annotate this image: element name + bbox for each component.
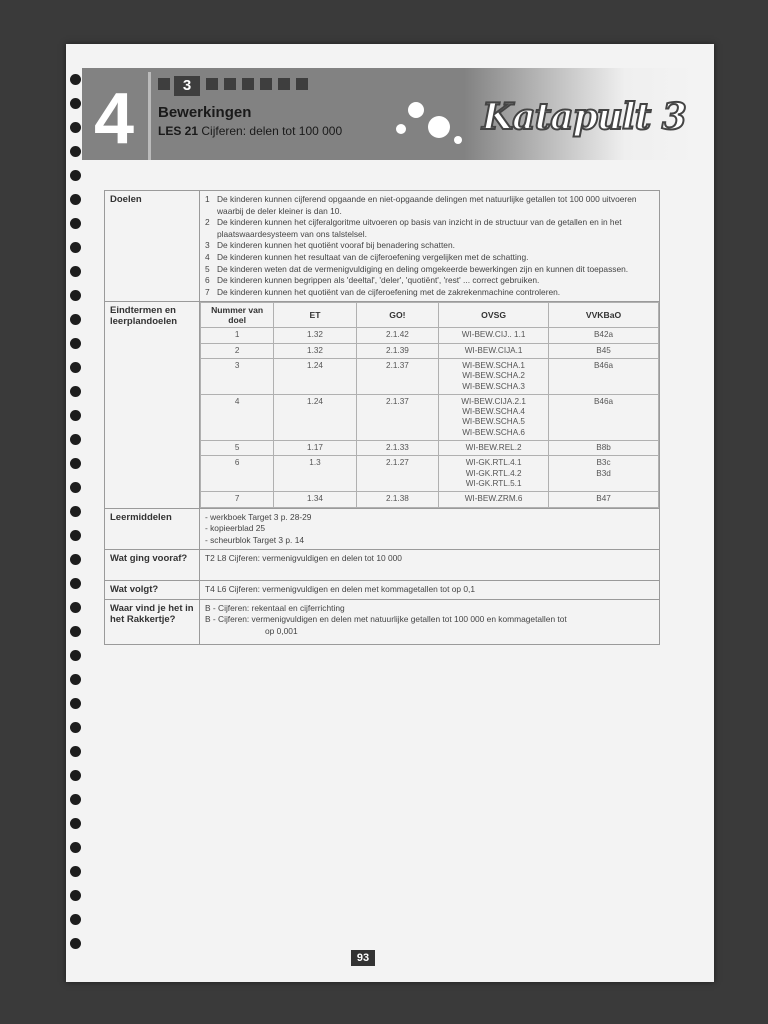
et-code: 1.24	[274, 394, 356, 440]
lesson-overview-table	[104, 190, 660, 645]
binder-hole	[70, 818, 81, 829]
goal-number: 7	[201, 492, 274, 507]
goal-number: 4	[201, 394, 274, 440]
eindtermen-body	[201, 328, 659, 507]
ovsg-code-line: WI-BEW.CIJA.1	[464, 345, 523, 355]
vvkbao-code-line: B3d	[596, 468, 611, 478]
goal-number: 6	[201, 456, 274, 492]
ovsg-code	[439, 441, 549, 456]
vvkbao-code-line: B42a	[593, 330, 614, 340]
binder-hole	[70, 386, 81, 397]
doelen-content	[200, 191, 660, 302]
vooraf-row	[105, 550, 660, 581]
binder-hole	[70, 602, 81, 613]
binder-hole	[70, 314, 81, 325]
binder-hole	[70, 914, 81, 925]
go-code: 2.1.42	[356, 328, 438, 343]
goal-item: 1 De kinderen kunnen cijferend opgaande en niet-opgaande delingen met natuurlijke getallen tot 100 000 uitvoeren waarbij de deler kleiner is dan 10.	[205, 194, 637, 216]
ovsg-code-line: WI-GK.RTL.5.1	[465, 478, 522, 488]
go-code: 2.1.33	[356, 441, 438, 456]
vvkbao-code	[549, 328, 659, 343]
column-header: Nummer van doel	[201, 303, 274, 328]
et-code: 1.32	[274, 328, 356, 343]
leermiddelen-label: Leermiddelen	[105, 508, 200, 550]
ovsg-code	[439, 343, 549, 358]
binder-hole	[70, 650, 81, 661]
column-header: GO!	[356, 303, 438, 328]
column-header: VVKBaO	[549, 303, 659, 328]
binder-hole	[70, 842, 81, 853]
ovsg-code-line: WI-GK.RTL.4.2	[465, 468, 522, 478]
lesson-name: Cijferen: delen tot 100 000	[201, 124, 343, 138]
rakkertje-line: B - Cijferen: vermenigvuldigen en delen met natuurlijke getallen tot 100 000 en kommagetallen tot	[205, 614, 567, 625]
binder-hole	[70, 746, 81, 757]
ovsg-code	[439, 492, 549, 507]
binder-hole	[70, 98, 81, 109]
vvkbao-code	[549, 394, 659, 440]
eindtermen-label: Eindtermen en leerplandoelen	[105, 302, 200, 508]
goal-list	[205, 194, 654, 298]
ovsg-code	[439, 456, 549, 492]
volgt-content: T4 L6 Cijferen: vermenigvuldigen en delen met kommagetallen tot op 0,1	[200, 581, 660, 600]
goal-item: 4 De kinderen kunnen het resultaat van de cijferoefening vergelijken met de schatting.	[205, 251, 529, 262]
paint-splash	[396, 124, 406, 134]
chapter-divider	[148, 72, 151, 160]
paint-splash	[454, 136, 462, 144]
vvkbao-code-line: B46a	[593, 396, 614, 406]
vvkbao-code	[549, 441, 659, 456]
binder-hole	[70, 266, 81, 277]
eindtermen-row-item	[201, 441, 659, 456]
eindtermen-row-item	[201, 394, 659, 440]
goal-item: 3 De kinderen kunnen het quotiënt vooraf bij benadering schatten.	[205, 240, 455, 251]
binder-hole	[70, 674, 81, 685]
leermiddel-item: - werkboek Target 3 p. 28-29	[205, 511, 312, 522]
et-code: 1.34	[274, 492, 356, 507]
binder-hole	[70, 890, 81, 901]
unit-marker	[158, 78, 170, 90]
chapter-title: Bewerkingen	[158, 104, 252, 121]
vvkbao-code	[549, 492, 659, 507]
volgt-row	[105, 581, 660, 600]
volgt-label: Wat volgt?	[105, 581, 200, 600]
unit-marker	[260, 78, 272, 90]
goal-number: 5	[201, 441, 274, 456]
eindtermen-content	[200, 302, 660, 508]
goal-number: 2	[201, 343, 274, 358]
goal-item: 6 De kinderen kunnen begrippen als 'deeltal', 'deler', 'quotiënt', 'rest' ... correct gebruiken.	[205, 275, 540, 286]
go-code: 2.1.37	[356, 394, 438, 440]
vvkbao-code	[549, 343, 659, 358]
binder-hole	[70, 290, 81, 301]
vvkbao-code-line: B47	[596, 494, 611, 504]
vvkbao-code-line: B8b	[596, 443, 611, 453]
rakkertje-row	[105, 599, 660, 644]
goal-number: 3	[201, 358, 274, 394]
unit-marker	[224, 78, 236, 90]
et-code: 1.17	[274, 441, 356, 456]
ovsg-code-line: WI-BEW.CIJA.2.1	[461, 396, 526, 406]
ovsg-code-line: WI-BEW.SCHA.1	[462, 360, 525, 370]
unit-marker	[278, 78, 290, 90]
rakkertje-label: Waar vind je het in het Rakkertje?	[105, 599, 200, 644]
binder-hole	[70, 194, 81, 205]
go-code: 2.1.38	[356, 492, 438, 507]
ovsg-code-line: WI-BEW.SCHA.4	[462, 407, 525, 417]
binder-hole	[70, 698, 81, 709]
go-code: 2.1.27	[356, 456, 438, 492]
eindtermen-table	[200, 302, 659, 507]
vvkbao-code	[549, 456, 659, 492]
lesson-title	[158, 124, 342, 138]
document-page	[66, 44, 714, 982]
paint-splash	[408, 102, 424, 118]
paint-splash	[428, 116, 450, 138]
binder-hole	[70, 362, 81, 373]
binder-hole	[70, 578, 81, 589]
ovsg-code-line: WI-BEW.SCHA.3	[462, 381, 525, 391]
column-header: ET	[274, 303, 356, 328]
ovsg-code-line: WI-BEW.ZRM.6	[464, 494, 523, 504]
unit-marker	[242, 78, 254, 90]
ovsg-code-line: WI-BEW.CIJ.. 1.1	[461, 330, 526, 340]
rakkertje-content	[200, 599, 660, 644]
leermiddel-item: - kopieerblad 25	[205, 523, 266, 534]
ovsg-code-line: WI-BEW.SCHA.5	[462, 417, 525, 427]
leermiddelen-row	[105, 508, 660, 550]
rakkertje-line: B - Cijferen: rekentaal en cijferrichting	[205, 602, 345, 613]
binder-hole	[70, 410, 81, 421]
ovsg-code	[439, 328, 549, 343]
goal-item: 2 De kinderen kunnen het cijferalgoritme uitvoeren op basis van inzicht in de structuur van de getallen en in het plaatswaardesysteem van ons talstelsel.	[205, 217, 622, 239]
unit-marker	[206, 78, 218, 90]
ovsg-code	[439, 394, 549, 440]
binder-hole	[70, 554, 81, 565]
column-header: OVSG	[439, 303, 549, 328]
binder-hole	[70, 458, 81, 469]
lesson-label: LES 21	[158, 124, 199, 138]
binder-holes	[70, 74, 94, 974]
chapter-number: 4	[93, 79, 135, 159]
goal-item: 7 De kinderen kunnen het quotiënt van de cijferoefening met de zakrekenmachine controleren.	[205, 286, 561, 297]
doelen-label: Doelen	[105, 191, 200, 302]
katapult-logo: Katapult 3	[482, 96, 686, 138]
binder-hole	[70, 242, 81, 253]
binder-hole	[70, 938, 81, 949]
eindtermen-row	[105, 302, 660, 508]
eindtermen-header	[201, 303, 659, 328]
leermiddelen-content	[200, 508, 660, 550]
eindtermen-row-item	[201, 358, 659, 394]
eindtermen-row-item	[201, 492, 659, 507]
binder-hole	[70, 218, 81, 229]
rakkertje-line: op 0,001	[265, 626, 298, 637]
ovsg-code-line: WI-BEW.SCHA.6	[462, 427, 525, 437]
et-code: 1.3	[274, 456, 356, 492]
goal-item: 5 De kinderen weten dat de vermenigvuldiging en deling omgekeerde bewerkingen zijn en kunnen dit toepassen.	[205, 263, 629, 274]
go-code: 2.1.37	[356, 358, 438, 394]
binder-hole	[70, 338, 81, 349]
leermiddel-item: - scheurblok Target 3 p. 14	[205, 534, 305, 545]
ovsg-code-line: WI-GK.RTL.4.1	[465, 458, 522, 468]
binder-hole	[70, 530, 81, 541]
et-code: 1.24	[274, 358, 356, 394]
vvkbao-code-line: B45	[596, 345, 611, 355]
binder-hole	[70, 506, 81, 517]
et-code: 1.32	[274, 343, 356, 358]
ovsg-code-line: WI-BEW.REL.2	[465, 443, 522, 453]
binder-hole	[70, 794, 81, 805]
unit-marker	[296, 78, 308, 90]
vvkbao-code-line: B3c	[596, 458, 611, 468]
vooraf-content: T2 L8 Cijferen: vermenigvuldigen en delen tot 10 000	[200, 550, 660, 581]
binder-hole	[70, 434, 81, 445]
unit-number: 3	[174, 76, 200, 96]
ovsg-code-line: WI-BEW.SCHA.2	[462, 371, 525, 381]
binder-hole	[70, 146, 81, 157]
binder-hole	[70, 74, 81, 85]
ovsg-code	[439, 358, 549, 394]
go-code: 2.1.39	[356, 343, 438, 358]
binder-hole	[70, 722, 81, 733]
vvkbao-code	[549, 358, 659, 394]
page-number: 93	[351, 950, 375, 966]
goal-number: 1	[201, 328, 274, 343]
binder-hole	[70, 866, 81, 877]
vooraf-label: Wat ging vooraf?	[105, 550, 200, 581]
binder-hole	[70, 170, 81, 181]
eindtermen-row-item	[201, 456, 659, 492]
doelen-row	[105, 191, 660, 302]
eindtermen-row-item	[201, 328, 659, 343]
binder-hole	[70, 482, 81, 493]
eindtermen-row-item	[201, 343, 659, 358]
binder-hole	[70, 626, 81, 637]
vvkbao-code-line: B46a	[593, 360, 614, 370]
binder-hole	[70, 122, 81, 133]
binder-hole	[70, 770, 81, 781]
